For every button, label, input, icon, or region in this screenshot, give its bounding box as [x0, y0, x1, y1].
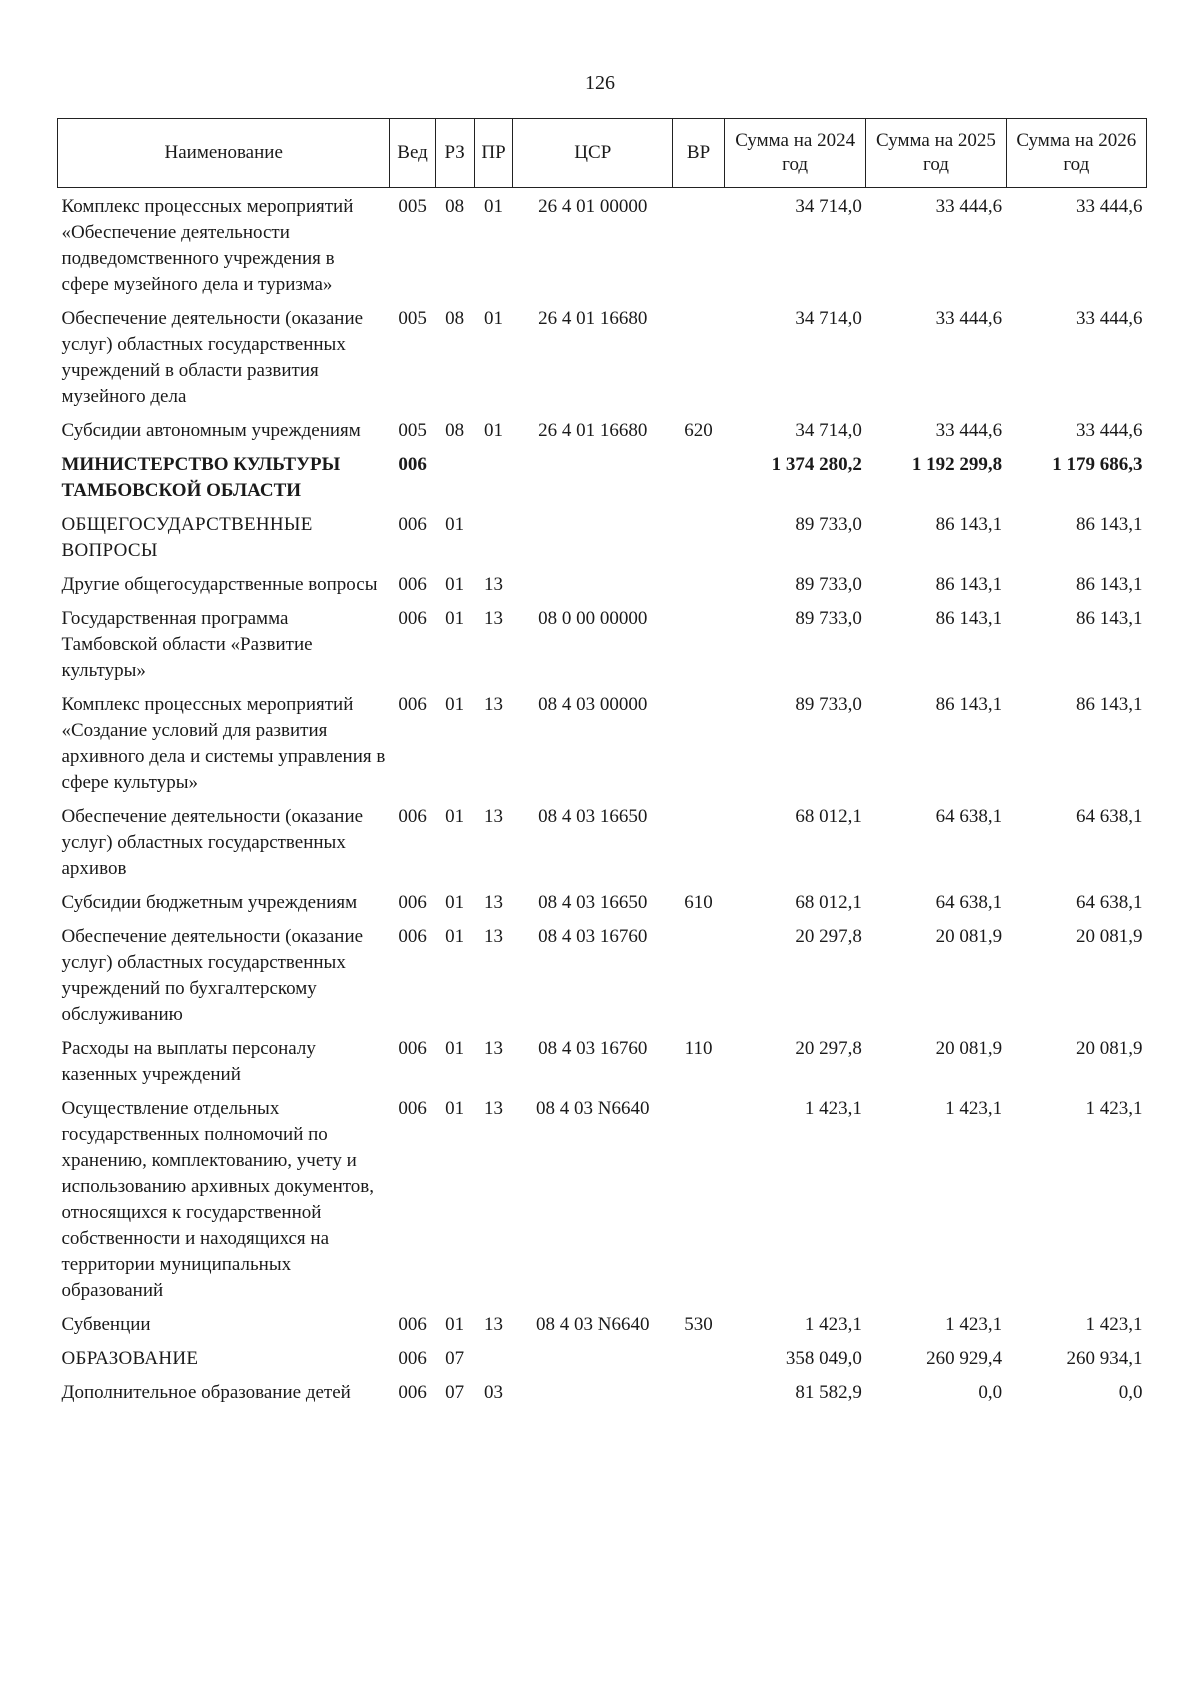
cell-sum-2025: 86 143,1 [935, 608, 1003, 629]
cell-sum-2024: 358 049,0 [785, 1348, 862, 1369]
cell-sum-2025: 260 929,4 [926, 1348, 1003, 1369]
cell-ved: 005 [398, 308, 427, 329]
table-row [58, 686, 1147, 798]
cell-sum-2026: 64 638,1 [1076, 806, 1143, 827]
cell-csr: 08 4 03 16650 [538, 806, 648, 827]
cell-rz: 01 [445, 806, 465, 827]
cell-rz: 01 [445, 514, 465, 535]
cell-sum-2025: 33 444,6 [935, 196, 1003, 217]
cell-csr: 26 4 01 16680 [538, 308, 648, 329]
table-row [58, 798, 1147, 884]
cell-csr [513, 566, 673, 600]
cell-sum-2024: 81 582,9 [795, 1382, 862, 1403]
cell-sum-2025: 64 638,1 [935, 892, 1003, 913]
header-rz: РЗ [435, 119, 474, 188]
cell-vr [673, 300, 725, 412]
cell-csr: 08 4 03 16760 [538, 1038, 648, 1059]
cell-sum-2024: 20 297,8 [795, 1038, 862, 1059]
cell-sum-2026: 33 444,6 [1076, 420, 1143, 441]
cell-pr: 13 [484, 694, 503, 715]
cell-pr: 01 [484, 308, 503, 329]
cell-sum-2024: 1 374 280,2 [771, 454, 862, 475]
cell-csr: 08 4 03 N6640 [536, 1098, 650, 1119]
cell-pr: 13 [484, 806, 503, 827]
table-row [58, 1340, 1147, 1374]
cell-csr: 26 4 01 00000 [538, 196, 648, 217]
cell-name: Субсидии автономным учреждениям [61, 420, 361, 441]
cell-ved: 006 [398, 1314, 427, 1335]
header-name: Наименование [58, 119, 390, 188]
cell-ved: 006 [398, 694, 427, 715]
table-row [58, 566, 1147, 600]
cell-ved: 006 [398, 608, 427, 629]
cell-pr: 03 [484, 1382, 503, 1403]
cell-name: Субвенции [61, 1314, 151, 1335]
cell-sum-2026: 20 081,9 [1076, 926, 1143, 947]
cell-name: Обеспечение деятельности (оказание услуг) областных государственных учреждений по бухгалтерскому обслуживанию [61, 926, 364, 1025]
cell-sum-2024: 34 714,0 [795, 420, 862, 441]
header-sum-2025: Сумма на 2025 год [866, 119, 1006, 188]
cell-sum-2025: 86 143,1 [935, 574, 1003, 595]
table-row [58, 1030, 1147, 1090]
cell-vr [673, 798, 725, 884]
cell-rz: 08 [445, 420, 465, 441]
cell-rz: 01 [445, 694, 465, 715]
cell-sum-2026: 33 444,6 [1076, 308, 1143, 329]
cell-name: ОБЩЕГОСУДАРСТВЕННЫЕ ВОПРОСЫ [61, 514, 313, 561]
table-header-row [58, 119, 1147, 188]
cell-sum-2025: 86 143,1 [935, 514, 1003, 535]
cell-sum-2024: 89 733,0 [795, 514, 862, 535]
cell-ved: 006 [398, 514, 427, 535]
cell-sum-2024: 34 714,0 [795, 308, 862, 329]
cell-rz: 01 [445, 1314, 465, 1335]
cell-vr [673, 188, 725, 301]
cell-vr [673, 506, 725, 566]
cell-rz: 07 [445, 1348, 465, 1369]
cell-rz: 01 [445, 574, 465, 595]
cell-sum-2026: 64 638,1 [1076, 892, 1143, 913]
cell-sum-2024: 68 012,1 [795, 806, 862, 827]
table-row [58, 412, 1147, 446]
cell-pr [474, 446, 513, 506]
cell-vr [673, 1090, 725, 1306]
cell-sum-2024: 1 423,1 [804, 1314, 862, 1335]
cell-sum-2025: 33 444,6 [935, 420, 1003, 441]
cell-sum-2026: 86 143,1 [1076, 608, 1143, 629]
cell-ved: 006 [398, 926, 427, 947]
cell-vr [673, 1374, 725, 1408]
cell-pr: 13 [484, 608, 503, 629]
cell-vr [673, 446, 725, 506]
cell-vr [673, 566, 725, 600]
cell-pr: 13 [484, 574, 503, 595]
cell-csr: 08 4 03 16650 [538, 892, 648, 913]
cell-name: Обеспечение деятельности (оказание услуг) областных государственных архивов [61, 806, 364, 879]
cell-vr [673, 918, 725, 1030]
cell-ved: 006 [398, 574, 427, 595]
cell-vr: 110 [684, 1038, 713, 1059]
cell-sum-2024: 1 423,1 [804, 1098, 862, 1119]
table-row [58, 600, 1147, 686]
cell-ved: 005 [398, 420, 427, 441]
cell-csr [513, 1340, 673, 1374]
cell-pr: 13 [484, 1038, 503, 1059]
header-pr: ПР [474, 119, 513, 188]
cell-sum-2025: 1 423,1 [945, 1098, 1003, 1119]
cell-csr: 08 4 03 16760 [538, 926, 648, 947]
cell-csr [513, 1374, 673, 1408]
cell-sum-2024: 89 733,0 [795, 574, 862, 595]
cell-csr [513, 506, 673, 566]
cell-csr [513, 446, 673, 506]
cell-name: Комплекс процессных мероприятий «Обеспечение деятельности подведомственного учреждения в сфере музейного дела и туризма» [61, 196, 354, 295]
cell-sum-2026: 86 143,1 [1076, 574, 1143, 595]
cell-ved: 006 [398, 1098, 427, 1119]
cell-csr: 08 4 03 00000 [538, 694, 648, 715]
cell-csr: 26 4 01 16680 [538, 420, 648, 441]
budget-table [57, 118, 1147, 1408]
header-ved: Вед [390, 119, 435, 188]
cell-sum-2025: 1 423,1 [945, 1314, 1003, 1335]
cell-sum-2025: 0,0 [978, 1382, 1003, 1403]
cell-sum-2025: 20 081,9 [935, 926, 1003, 947]
cell-name: Государственная программа Тамбовской области «Развитие культуры» [61, 608, 313, 681]
cell-sum-2026: 20 081,9 [1076, 1038, 1143, 1059]
header-csr: ЦСР [513, 119, 673, 188]
cell-csr: 08 0 00 00000 [538, 608, 648, 629]
table-row [58, 918, 1147, 1030]
cell-ved: 006 [398, 1348, 427, 1369]
cell-sum-2026: 0,0 [1118, 1382, 1143, 1403]
cell-ved: 006 [398, 1038, 427, 1059]
header-vr: ВР [673, 119, 725, 188]
cell-ved: 006 [398, 892, 427, 913]
cell-pr: 01 [484, 420, 503, 441]
cell-sum-2024: 89 733,0 [795, 608, 862, 629]
header-sum-2026: Сумма на 2026 год [1006, 119, 1146, 188]
cell-sum-2026: 1 423,1 [1085, 1098, 1143, 1119]
table-row [58, 446, 1147, 506]
cell-name: Комплекс процессных мероприятий «Создание условий для развития архивного дела и системы управления в сфере культуры» [61, 694, 386, 793]
cell-name: Расходы на выплаты персоналу казенных учреждений [61, 1038, 316, 1085]
cell-sum-2025: 86 143,1 [935, 694, 1003, 715]
cell-sum-2026: 1 179 686,3 [1052, 454, 1143, 475]
cell-name: МИНИСТЕРСТВО КУЛЬТУРЫ ТАМБОВСКОЙ ОБЛАСТИ [61, 454, 341, 501]
cell-sum-2026: 86 143,1 [1076, 694, 1143, 715]
cell-vr: 530 [684, 1314, 713, 1335]
cell-pr [474, 1340, 513, 1374]
cell-sum-2024: 89 733,0 [795, 694, 862, 715]
table-body [58, 188, 1147, 1409]
cell-rz: 08 [445, 308, 465, 329]
cell-sum-2024: 68 012,1 [795, 892, 862, 913]
cell-sum-2024: 34 714,0 [795, 196, 862, 217]
cell-rz: 01 [445, 1038, 465, 1059]
cell-sum-2025: 1 192 299,8 [911, 454, 1003, 475]
cell-sum-2025: 20 081,9 [935, 1038, 1003, 1059]
cell-pr: 13 [484, 892, 503, 913]
cell-ved: 006 [398, 1382, 427, 1403]
cell-pr: 01 [484, 196, 503, 217]
page-number: 126 [585, 72, 615, 94]
cell-name: Субсидии бюджетным учреждениям [61, 892, 358, 913]
cell-vr [673, 600, 725, 686]
cell-ved: 006 [398, 806, 427, 827]
cell-pr: 13 [484, 1098, 503, 1119]
table-row [58, 188, 1147, 301]
cell-ved: 006 [398, 454, 427, 475]
table-row [58, 300, 1147, 412]
cell-vr: 610 [684, 892, 713, 913]
table-row [58, 1374, 1147, 1408]
cell-rz: 01 [445, 926, 465, 947]
cell-pr: 13 [484, 926, 503, 947]
cell-vr [673, 686, 725, 798]
cell-sum-2025: 33 444,6 [935, 308, 1003, 329]
table-row [58, 884, 1147, 918]
cell-sum-2026: 33 444,6 [1076, 196, 1143, 217]
cell-name: Осуществление отдельных государственных полномочий по хранению, комплектованию, учету и использованию архивных документов, относящихся к государственной собственности и находящихся на территории муниципальных образований [61, 1098, 375, 1301]
header-sum-2024: Сумма на 2024 год [724, 119, 865, 188]
cell-sum-2024: 20 297,8 [795, 926, 862, 947]
cell-sum-2026: 260 934,1 [1066, 1348, 1143, 1369]
table-row [58, 1090, 1147, 1306]
cell-name: ОБРАЗОВАНИЕ [61, 1348, 199, 1369]
cell-sum-2026: 1 423,1 [1085, 1314, 1143, 1335]
cell-sum-2026: 86 143,1 [1076, 514, 1143, 535]
cell-name: Дополнительное образование детей [61, 1382, 351, 1403]
cell-name: Обеспечение деятельности (оказание услуг) областных государственных учреждений в области развития музейного дела [61, 308, 364, 407]
cell-vr: 620 [684, 420, 713, 441]
cell-pr: 13 [484, 1314, 503, 1335]
cell-name: Другие общегосударственные вопросы [61, 574, 378, 595]
cell-rz [435, 446, 474, 506]
cell-rz: 08 [445, 196, 465, 217]
cell-sum-2025: 64 638,1 [935, 806, 1003, 827]
cell-csr: 08 4 03 N6640 [536, 1314, 650, 1335]
cell-rz: 01 [445, 1098, 465, 1119]
cell-ved: 005 [398, 196, 427, 217]
table-row [58, 506, 1147, 566]
cell-rz: 01 [445, 892, 465, 913]
table-row [58, 1306, 1147, 1340]
cell-rz: 07 [445, 1382, 465, 1403]
cell-vr [673, 1340, 725, 1374]
cell-rz: 01 [445, 608, 465, 629]
cell-pr [474, 506, 513, 566]
